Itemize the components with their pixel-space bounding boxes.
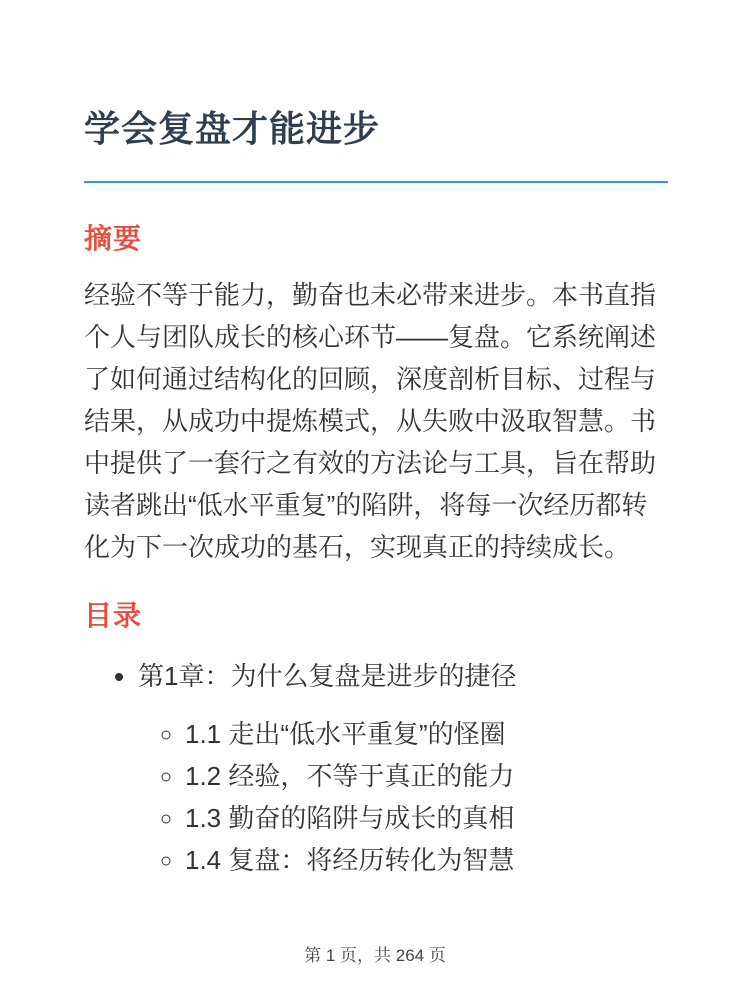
toc-section-item: ◦ 1.2 经验，不等于真正的能力 <box>185 755 668 797</box>
toc-heading: 目录 <box>84 600 143 632</box>
toc-section-list <box>138 713 668 881</box>
abstract-paragraph: 经验不等于能力，勤奋也未必带来进步。本书直指个人与团队成长的核心环节——复盘。它系统阐述了如何通过结构化的回顾，深度剖析目标、过程与结果，从成功中提炼模式，从失败中汲取智慧。书中提供了一套行之有效的方法论与工具，旨在帮助读者跳出“低水平重复”的陷阱，将每一次经历都转化为下一次成功的基石，实现真正的持续成长。 <box>84 280 657 563</box>
toc-section-item: ◦ 1.4 复盘：将经历转化为智慧 <box>185 839 668 881</box>
toc-section-item: ◦ 1.1 走出“低水平重复”的怪圈 <box>185 713 668 755</box>
page-number: 第 1 页，共 264 页 <box>304 946 446 965</box>
toc-chapter-item <box>138 655 668 881</box>
toc-chapter-label: 第1章：为什么复盘是进步的捷径 <box>138 660 517 691</box>
toc-section-item: ◦ 1.3 勤奋的陷阱与成长的真相 <box>185 797 668 839</box>
abstract-heading: 摘要 <box>84 223 143 254</box>
toc-list <box>84 655 668 881</box>
title-divider <box>84 181 668 183</box>
page-title: 学会复盘才能进步 <box>84 108 381 149</box>
